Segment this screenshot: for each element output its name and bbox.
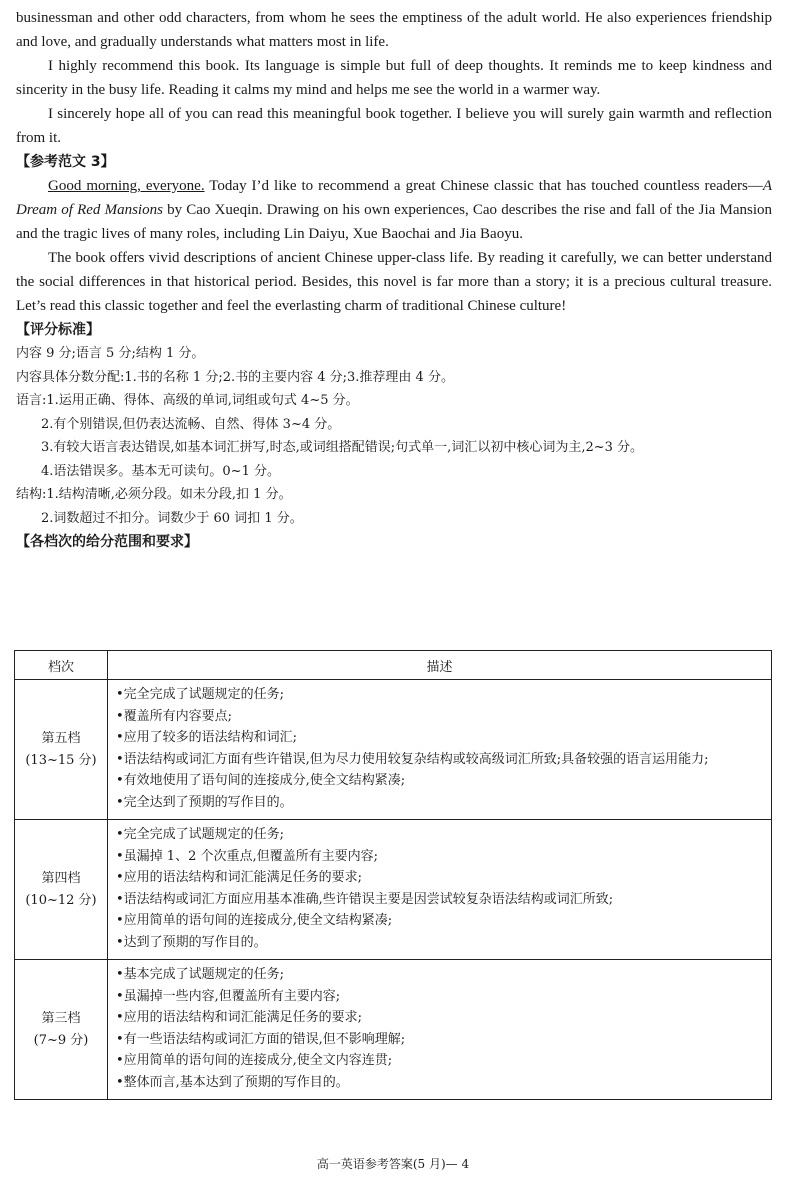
criteria-sub-line: 3.有较大语言表达错误,如基本词汇拼写,时态,或词组搭配错误;句式单一,词汇以初中核心词为主,2~3 分。 <box>41 440 644 455</box>
criteria-line: 语言:1.运用正确、得体、高级的单词,词组或句式 4~5 分。 <box>16 393 359 408</box>
list-item: •应用的语法结构和词汇能满足任务的要求; <box>116 1010 363 1025</box>
list-item: •基本完成了试题规定的任务; <box>116 967 285 982</box>
paragraph-3: I sincerely hope all of you can read this meaningful book together. I believe you will surely gain warmth and reflection from it. <box>16 106 772 146</box>
level-cell <box>15 960 108 1100</box>
criteria-line: 内容具体分数分配:1.书的名称 1 分;2.书的主要内容 4 分;3.推荐理由 4 分。 <box>16 369 454 385</box>
criteria-sub-line: 2.词数超过不扣分。词数少于 60 词扣 1 分。 <box>41 510 303 526</box>
list-item: •语法结构或词汇方面应用基本准确,些许错误主要是因尝试较复杂语法结构或词汇所致; <box>116 891 614 907</box>
criteria-line: 内容 9 分;语言 5 分;结构 1 分。 <box>16 346 205 361</box>
level-cell <box>15 680 108 820</box>
level-name: 第四档 <box>41 870 81 886</box>
list-item: •语法结构或词汇方面有些许错误,但为尽力使用较复杂结构或较高级词汇所致;具备较强的语言运用能力; <box>116 751 709 767</box>
scoring-table <box>14 650 772 1100</box>
sample-3-text-a: Today I’d like to recommend a great Chinese classic that has touched countless readers— <box>204 178 763 194</box>
list-item: •达到了预期的写作目的。 <box>116 934 267 950</box>
level-name: 第五档 <box>41 730 81 746</box>
list-item: •完全完成了试题规定的任务; <box>116 687 285 702</box>
paragraph-2: I highly recommend this book. Its language is simple but full of deep thoughts. It reminds me to keep kindness and sincerity in the busy life. Reading it calms my mind and helps me see the world in a warmer way. <box>16 58 772 98</box>
bands-heading: 【各档次的给分范围和要求】 <box>16 534 198 550</box>
list-item: •覆盖所有内容要点; <box>116 708 233 724</box>
list-item: •完全完成了试题规定的任务; <box>116 827 285 842</box>
criteria-sub-line: 2.有个别错误,但仍表达流畅、自然、得体 3~4 分。 <box>41 416 341 432</box>
sample-3-paragraph-1 <box>16 174 772 246</box>
greeting: Good morning, everyone. <box>48 178 205 194</box>
level-range: (13~15 分) <box>25 752 97 768</box>
list-item: •应用简单的语句间的连接成分,使全文内容连贯; <box>116 1053 393 1068</box>
table-row <box>15 960 772 1100</box>
sample-3-text-b: by Cao Xueqin. Drawing on his own experiences, Cao describes the rise and fall of the Jia Mansion and the tragic lives of many roles, including Lin Daiyu, Xue Baochai and Jia Baoyu. <box>16 202 772 242</box>
list-item: •有一些语法结构或词汇方面的错误,但不影响理解; <box>116 1031 406 1047</box>
list-item: •有效地使用了语句间的连接成分,使全文结构紧凑; <box>116 773 406 788</box>
table-header-row <box>15 651 772 680</box>
list-item: •虽漏掉 1、2 个次重点,但覆盖所有主要内容; <box>116 848 378 864</box>
criteria-heading: 【评分标准】 <box>16 322 100 338</box>
book-title: A Dream of Red Mansions <box>16 178 772 218</box>
level-cell <box>15 820 108 960</box>
page-footer: 高一英语参考答案(5 月)— 4 <box>316 1157 470 1171</box>
column-header-description: 描述 <box>108 651 772 680</box>
list-item: •应用简单的语句间的连接成分,使全文结构紧凑; <box>116 913 393 928</box>
table-row <box>15 820 772 960</box>
column-header-level: 档次 <box>15 651 108 680</box>
criteria-sub-line: 4.语法错误多。基本无可读句。0~1 分。 <box>41 463 280 479</box>
level-name: 第三档 <box>41 1010 81 1026</box>
list-item: •虽漏掉一些内容,但覆盖所有主要内容; <box>116 988 341 1004</box>
description-cell <box>108 820 772 960</box>
sample-3-heading: 【参考范文 3】 <box>16 154 115 170</box>
list-item: •应用了较多的语法结构和词汇; <box>116 730 298 745</box>
level-range: (10~12 分) <box>25 892 97 908</box>
description-cell <box>108 960 772 1100</box>
level-range: (7~9 分) <box>33 1032 89 1048</box>
paragraph-1: businessman and other odd characters, from whom he sees the emptiness of the adult world. He also experiences friendship and love, and gradually understands what matters most in life. <box>16 10 772 50</box>
table-row <box>15 680 772 820</box>
list-item: •应用的语法结构和词汇能满足任务的要求; <box>116 870 363 885</box>
sample-3-paragraph-2: The book offers vivid descriptions of ancient Chinese upper-class life. By reading it carefully, we can better understand the social differences in that historical period. Besides, this novel is far more than a story; it is a precious cultural treasure. Let’s read this classic together and feel the everlasting charm of traditional Chinese culture! <box>16 250 772 314</box>
list-item: •完全达到了预期的写作目的。 <box>116 794 293 810</box>
criteria-line: 结构:1.结构清晰,必须分段。如未分段,扣 1 分。 <box>16 487 292 502</box>
description-cell <box>108 680 772 820</box>
list-item: •整体而言,基本达到了预期的写作目的。 <box>116 1074 349 1090</box>
page-body <box>16 6 772 554</box>
